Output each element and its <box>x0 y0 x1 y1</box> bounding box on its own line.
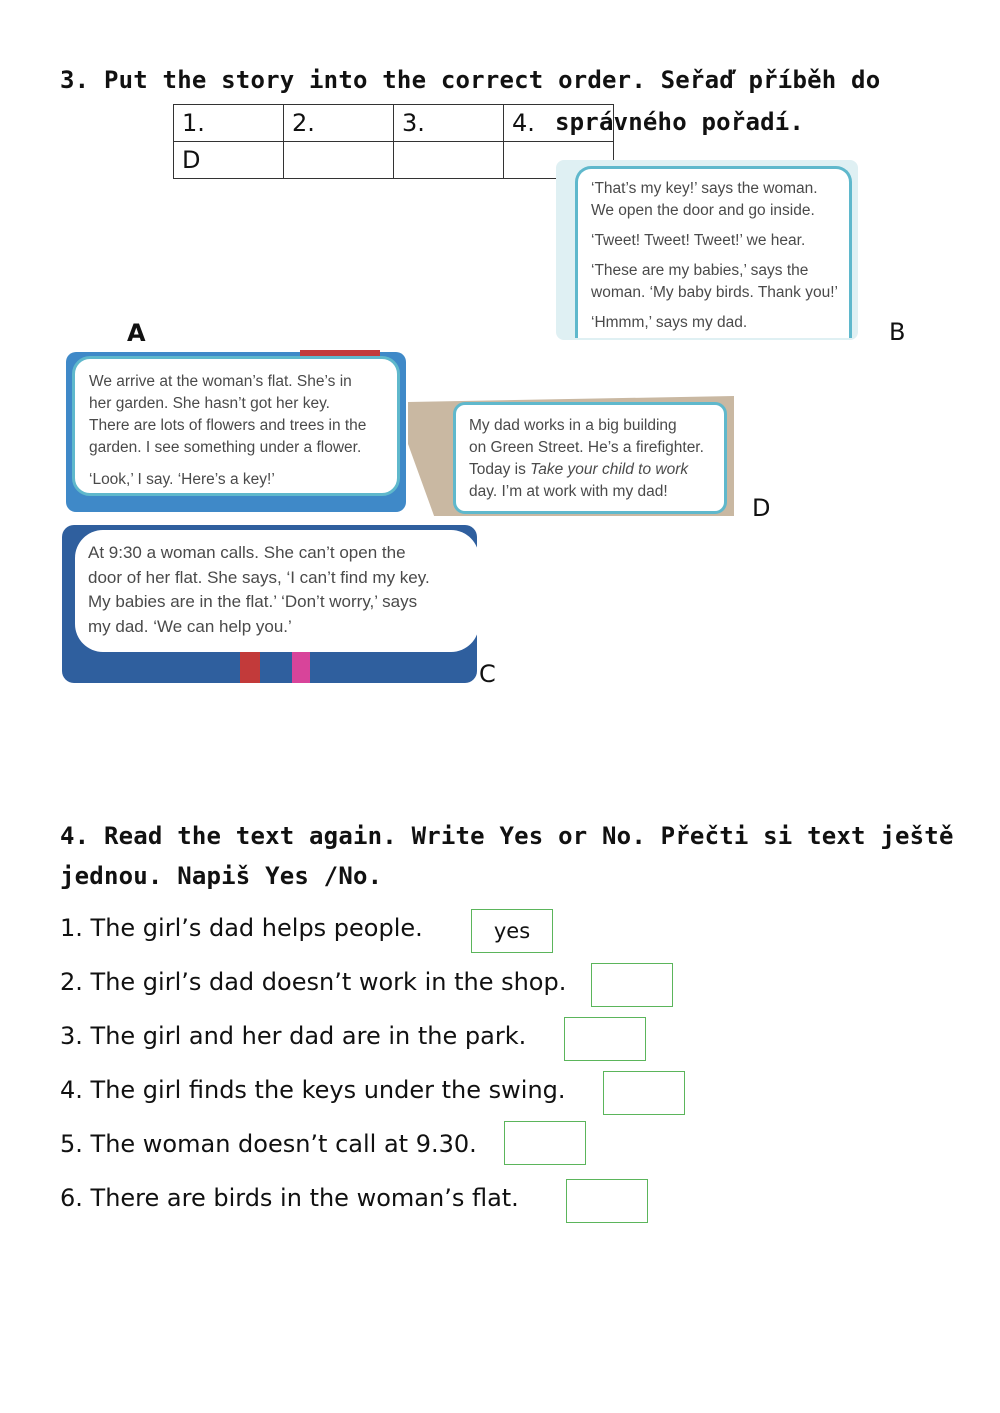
card-d-letter: D <box>752 494 771 522</box>
card-a-letter: A <box>127 319 146 347</box>
order-cell-4: 4. <box>504 105 614 142</box>
question-5: 5. The woman doesn’t call at 9.30. <box>60 1130 477 1158</box>
question-3: 3. The girl and her dad are in the park. <box>60 1022 527 1050</box>
story-card-a <box>72 356 400 496</box>
order-table <box>173 104 614 179</box>
task4-heading: 4. Read the text again. Write Yes or No. Přečti si text ještě <box>60 822 954 850</box>
card-a-line: ‘Look,’ I say. ‘Here’s a key!’ <box>89 471 275 488</box>
story-card-d <box>453 402 727 514</box>
task3-heading-cont: správného pořadí. <box>555 108 805 136</box>
order-table-header-row <box>174 105 614 142</box>
question-1: 1. The girl’s dad helps people. <box>60 914 423 942</box>
task4-heading-cont: jednou. Napiš Yes /No. <box>60 862 383 890</box>
card-c-letter: C <box>479 660 496 688</box>
card-b-letter: B <box>889 318 906 346</box>
answer-box-6[interactable] <box>566 1179 648 1223</box>
order-answer-1[interactable]: D <box>174 142 284 179</box>
card-c-line: My babies are in the flat.’ ‘Don’t worry,’ says <box>88 592 418 611</box>
order-answer-2[interactable] <box>284 142 394 179</box>
question-2: 2. The girl’s dad doesn’t work in the shop. <box>60 968 567 996</box>
card-b-line: We open the door and go inside. <box>591 202 815 219</box>
order-cell-3: 3. <box>394 105 504 142</box>
card-d-line: My dad works in a big building <box>469 417 677 434</box>
story-card-c <box>75 530 479 652</box>
card-d-line: day. I’m at work with my dad! <box>469 483 668 500</box>
answer-box-4[interactable] <box>603 1071 685 1115</box>
card-c-line: my dad. ‘We can help you.’ <box>88 616 292 636</box>
story-card-b <box>575 166 852 338</box>
question-4: 4. The girl finds the keys under the swing. <box>60 1076 566 1104</box>
card-d-line: on Green Street. He’s a firefighter. <box>469 439 704 456</box>
task3-heading: 3. Put the story into the correct order. Seřaď příběh do <box>60 66 881 94</box>
answer-box-2[interactable] <box>591 963 673 1007</box>
card-c-line: At 9:30 a woman calls. She can’t open the <box>88 543 406 562</box>
order-table-answer-row <box>174 142 614 179</box>
card-d-line <box>469 459 724 481</box>
card-d-text: Today is <box>469 461 531 478</box>
answer-box-1[interactable]: yes <box>471 909 553 953</box>
question-6: 6. There are birds in the woman’s flat. <box>60 1184 519 1212</box>
answer-box-5[interactable] <box>504 1121 586 1165</box>
card-b-line: ‘That’s my key!’ says the woman. <box>591 180 818 197</box>
answer-box-3[interactable] <box>564 1017 646 1061</box>
card-a-line: her garden. She hasn’t got her key. <box>89 395 330 412</box>
card-b-line: ‘Tweet! Tweet! Tweet!’ we hear. <box>591 232 806 249</box>
card-b-line: woman. ‘My baby birds. Thank you!’ <box>591 284 838 301</box>
order-cell-2: 2. <box>284 105 394 142</box>
card-b-line: ‘Hmmm,’ says my dad. <box>591 314 748 331</box>
order-cell-1: 1. <box>174 105 284 142</box>
card-b-line: ‘These are my babies,’ says the <box>591 262 809 279</box>
order-answer-3[interactable] <box>394 142 504 179</box>
card-a-line: garden. I see something under a flower. <box>89 439 362 456</box>
card-c-line: door of her flat. She says, ‘I can’t find my key. <box>88 567 430 587</box>
card-a-line: We arrive at the woman’s flat. She’s in <box>89 373 352 390</box>
card-d-italic: Take your child to work <box>530 461 689 478</box>
card-a-line: There are lots of flowers and trees in the <box>89 417 367 434</box>
